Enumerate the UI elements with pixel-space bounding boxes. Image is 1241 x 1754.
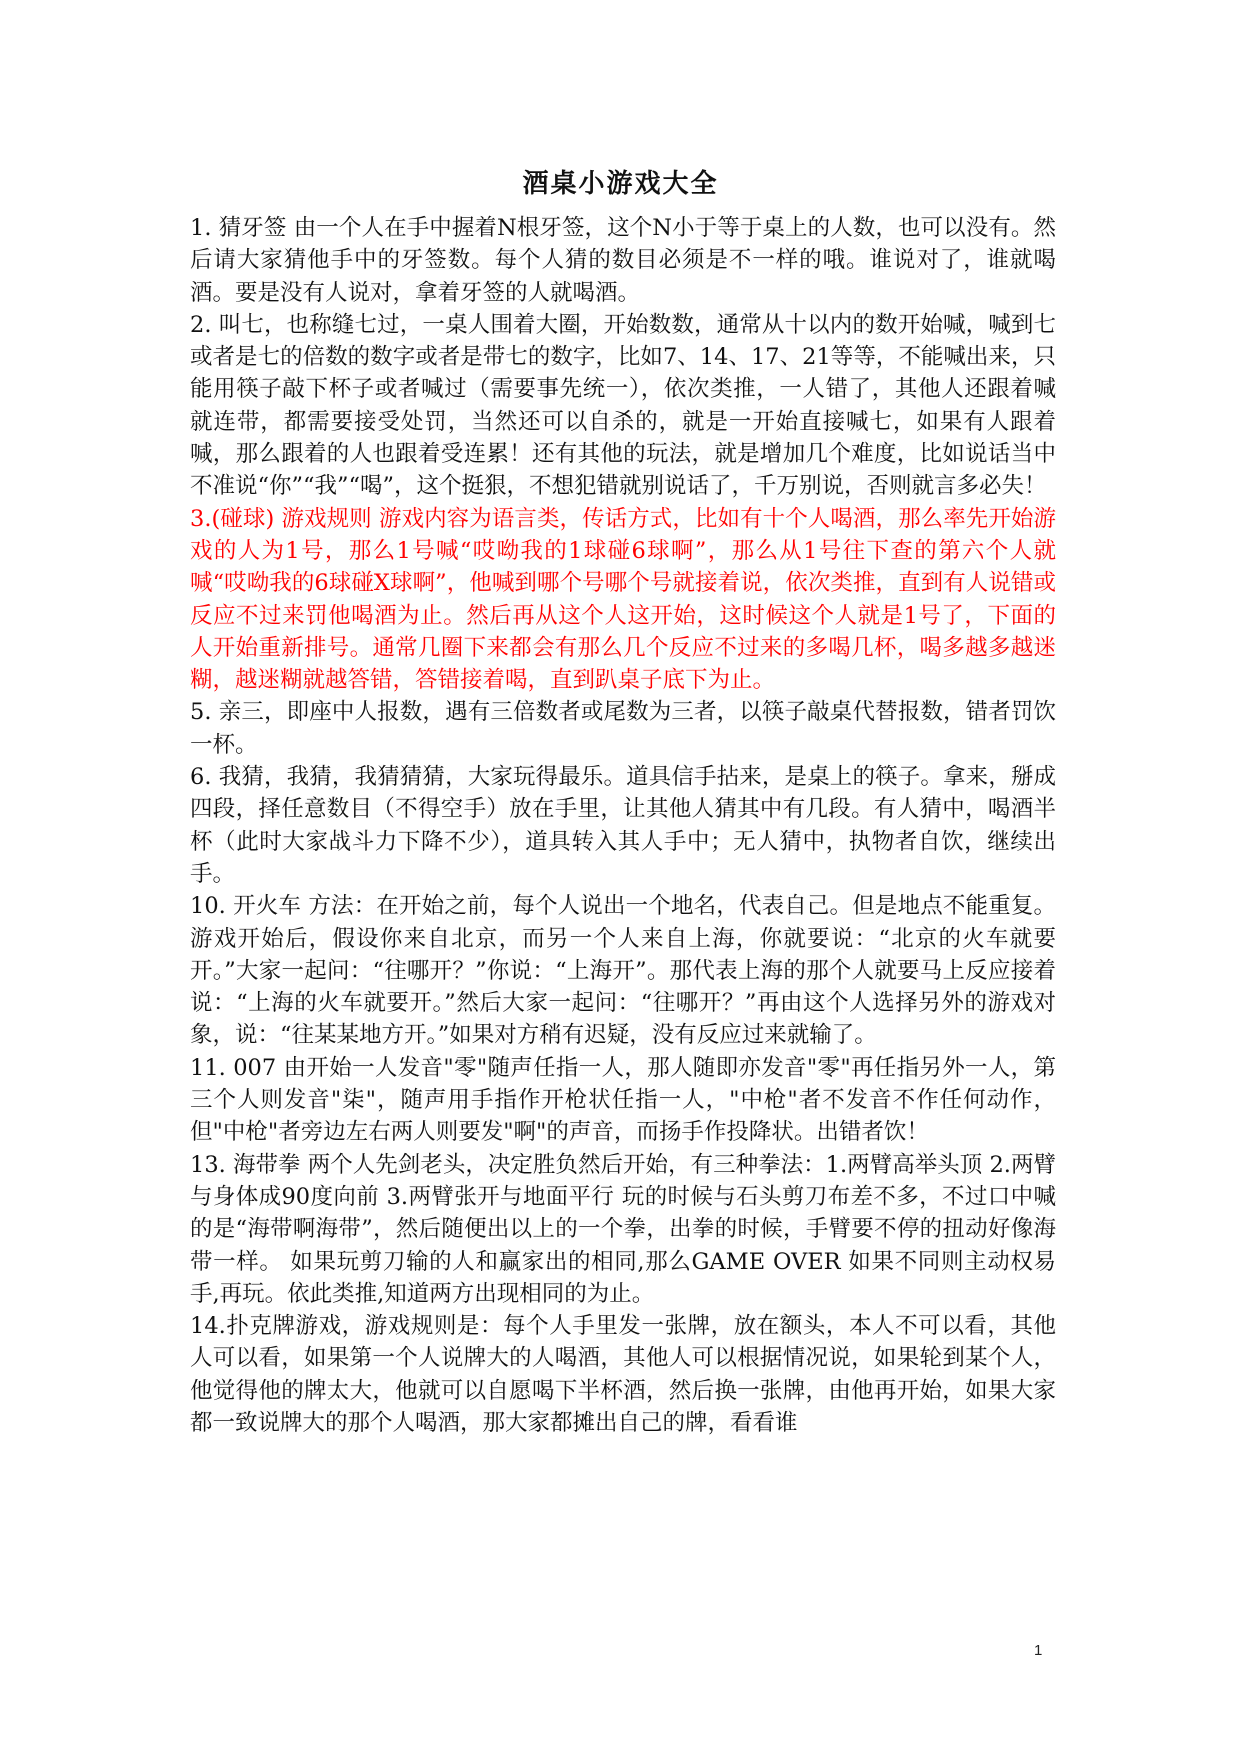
paragraph-seaweed-fist: 13. 海带拳 两个人先剑老头，决定胜负然后开始，有三种拳法：1.两臂高举头顶 2.两臂与身体成90度向前 3.两臂张开与地面平行 玩的时候与石头剪刀布差不多，不过口中喊的是“海带啊海带”，然后随便出以上的一个拳，出拳的时候，手臂要不停的扭动好像海带一样。 如果玩剪刀输的人和赢家出的相同,那么GAME OVER 如果不同则主动权易手,再玩。依此类推,知道两方出现相同的为止。 <box>190 1151 1056 1307</box>
page-number: 1 <box>1034 1642 1043 1659</box>
paragraph-call-seven: 2. 叫七，也称缝七过，一桌人围着大圈，开始数数，通常从十以内的数开始喊，喊到七或者是七的倍数的数字或者是带七的数字，比如7、14、17、21等等，不能喊出来，只能用筷子敲下杯子或者喊过（需要事先统一），依次类推，一人错了，其他人还跟着喊就连带，都需要接受处罚，当然还可以自杀的，就是一开始直接喊七，如果有人跟着喊，那么跟着的人也跟着受连累！还有其他的玩法，就是增加几个难度，比如说话当中不准说“你”“我”“喝”，这个挺狠，不想犯错就别说话了，千万别说，否则就言多必失！ <box>190 311 1056 500</box>
paragraph-poker-game: 14.扑克牌游戏，游戏规则是：每个人手里发一张牌，放在额头，本人不可以看，其他人可以看，如果第一个人说牌大的人喝酒，其他人可以根据情况说，如果轮到某个人，他觉得他的牌太大，他就可以自愿喝下半杯酒，然后换一张牌，由他再开始，如果大家都一致说牌大的那个人喝酒，那大家都摊出自己的牌，看看谁 <box>190 1313 1056 1436</box>
paragraph-kiss-three: 5. 亲三，即座中人报数，遇有三倍数者或尾数为三者，以筷子敲桌代替报数，错者罚饮一杯。 <box>190 699 1056 758</box>
document-body <box>190 212 1056 1439</box>
paragraph-guess-toothpicks: 1. 猜牙签 由一个人在手中握着N根牙签，这个N小于等于桌上的人数，也可以没有。然后请大家猜他手中的牙签数。每个人猜的数目必须是不一样的哦。谁说对了，谁就喝酒。要是没有人说对，拿着牙签的人就喝酒。 <box>190 215 1056 306</box>
paragraph-007: 11. 007 由开始一人发音"零"随声任指一人，那人随即亦发音"零"再任指另外一人，第三个人则发音"柒"，随声用手指作开枪状任指一人，"中枪"者不发音不作任何动作，但"中枪"者旁边左右两人则要发"啊"的声音，而扬手作投降状。出错者饮！ <box>190 1054 1056 1146</box>
paragraph-i-guess: 6. 我猜，我猜，我猜猜猜，大家玩得最乐。道具信手拈来，是桌上的筷子。拿来，掰成四段，择任意数目（不得空手）放在手里，让其他人猜其中有几段。有人猜中，喝酒半杯（此时大家战斗力下降不少），道具转入其人手中；无人猜中，执物者自饮，继续出手。 <box>190 764 1056 887</box>
page-title: 酒桌小游戏大全 <box>522 169 719 199</box>
paragraph-train: 10. 开火车 方法：在开始之前，每个人说出一个地名，代表自己。但是地点不能重复。游戏开始后，假设你来自北京，而另一个人来自上海，你就要说：“北京的火车就要开。”大家一起问：“往哪开？”你说：“上海开”。那代表上海的那个人就要马上反应接着说：“上海的火车就要开。”然后大家一起问：“往哪开？”再由这个人选择另外的游戏对象，说：“往某某地方开。”如果对方稍有迟疑，没有反应过来就输了。 <box>190 893 1056 1049</box>
paragraph-bump-ball: 3.(碰球) 游戏规则 游戏内容为语言类，传话方式，比如有十个人喝酒，那么率先开始游戏的人为1号，那么1号喊“哎呦我的1球碰6球啊”，那么从1号往下查的第六个人就喊“哎呦我的6球碰X球啊”，他喊到哪个号哪个号就接着说，依次类推，直到有人说错或反应不过来罚他喝酒为止。然后再从这个人这开始，这时候这个人就是1号了，下面的人开始重新排号。通常几圈下来都会有那么几个反应不过来的多喝几杯，喝多越多越迷糊，越迷糊就越答错，答错接着喝，直到趴桌子底下为止。 <box>190 505 1056 694</box>
